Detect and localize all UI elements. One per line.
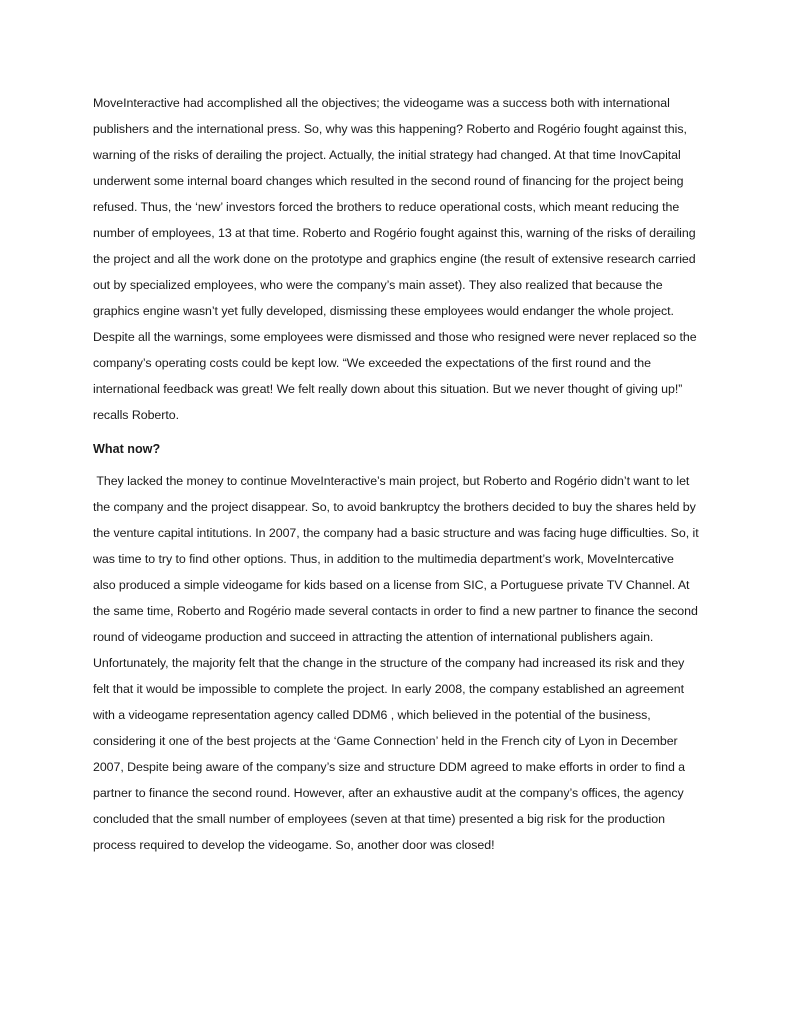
section-heading: What now? (93, 442, 161, 456)
document-page (93, 90, 703, 858)
paragraph-2: They lacked the money to continue MoveInteractive’s main project, but Roberto and Rogério didn’t want to let the company and the project disappear. So, to avoid bankruptcy the brothers decided to buy the shares held by the venture capital intitutions. In 2007, the company had a basic structure and was facing huge difficulties. So, it was time to try to find other options. Thus, in addition to the multimedia department’s work, MoveIntercative also produced a simple videogame for kids based on a license from SIC, a Portuguese private TV Channel. At the same time, Roberto and Rogério made several contacts in order to find a new partner to finance the second round of videogame production and succeed in attracting the attention of international publishers again. Unfortunately, the majority felt that the change in the structure of the company had increased its risk and they felt that it would be impossible to complete the project. In early 2008, the company established an agreement with a videogame representation agency called DDM6 , which believed in the potential of the business, considering it one of the best projects at the ‘Game Connection’ held in the French city of Lyon in December 2007, Despite being aware of the company’s size and structure DDM agreed to make efforts in order to find a partner to finance the second round. However, after an exhaustive audit at the company’s offices, the agency concluded that the small number of employees (seven at that time) presented a big risk for the production process required to develop the videogame. So, another door was closed! (93, 474, 703, 852)
paragraph-1: MoveInteractive had accomplished all the objectives; the videogame was a success both with international publishers and the international press. So, why was this happening? Roberto and Rogério fought against this, warning of the risks of derailing the project. Actually, the initial strategy had changed. At that time InovCapital underwent some internal board changes which resulted in the second round of financing for the project being refused. Thus, the ‘new’ investors forced the brothers to reduce operational costs, which meant reducing the number of employees, 13 at that time. Roberto and Rogério fought against this, warning of the risks of derailing the project and all the work done on the prototype and graphics engine (the result of extensive research carried out by specialized employees, who were the company’s main asset). They also realized that because the graphics engine wasn’t yet fully developed, dismissing these employees would endanger the whole project. Despite all the warnings, some employees were dismissed and those who resigned were never replaced so the company’s operating costs could be kept low. “We exceeded the expectations of the first round and the international feedback was great! We felt really down about this situation. But we never thought of giving up!” recalls Roberto. (93, 96, 697, 422)
